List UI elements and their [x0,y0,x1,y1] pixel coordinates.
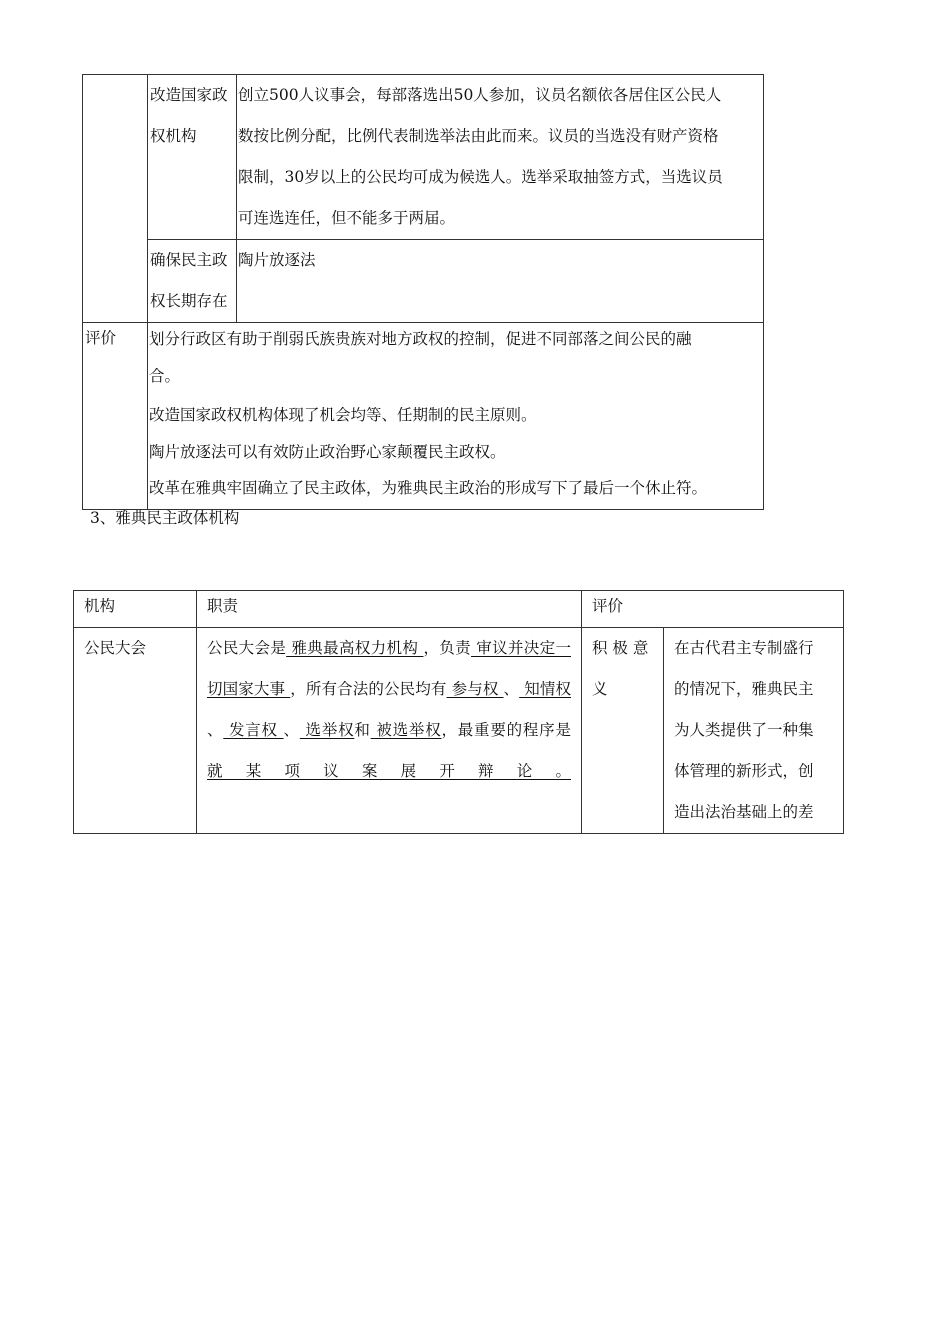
table-row [83,240,764,323]
row-label-line: 权机构 [150,127,197,145]
table-row [83,75,764,240]
row-content-cell [237,240,764,323]
table-row [83,323,764,510]
section-heading: 3、雅典民主政体机构 [90,509,240,527]
evaluation-line: 的情况下，雅典民主 [674,680,814,698]
content-line: 可连选连任，但不能多于两届。 [238,209,456,227]
blank-answer: 审议并决定一切国家大事 [207,639,571,698]
evaluation-line: 陶片放逐法可以有效防止政治野心家颠覆民主政权。 [149,442,506,461]
blank-answer: 就某项议案展开辩论。 [207,762,571,780]
evaluation-line: 体管理的新形式，创 [674,762,814,780]
duty-text: ，负责 [423,639,471,657]
content-line: 创立500人议事会，每部落选出50人参加，议员名额依各居住区公民人 [238,86,722,104]
duty-text: ，所有合法的公民均有 [290,680,447,698]
duty-text: 、 [283,721,300,739]
evaluation-label-cell [83,323,148,510]
content-line: 数按比例分配，比例代表制选举法由此而来。议员的当选没有财产资格 [238,127,719,145]
evaluation-line: 改造国家政权机构体现了机会均等、任期制的民主原则。 [149,406,537,424]
evaluation-line: 造出法治基础上的差 [674,803,814,821]
institution-name: 公民大会 [84,639,147,657]
evaluation-line: 划分行政区有助于削弱氏族贵族对地方政权的控制，促进不同部落之间公民的融 [149,330,692,348]
evaluation-label-cell [582,628,664,834]
evaluation-content-cell [664,628,844,834]
institution-cell [74,628,197,834]
blank-answer: 选举权 [299,721,355,739]
blank-answer: 被选举权 [370,721,442,739]
row-label-cell [148,75,237,240]
row-label-cell [148,240,237,323]
content-line: 陶片放逐法 [238,251,316,269]
blank-answer: 参与权 [446,680,504,698]
blank-answer: 知情权 [519,680,571,698]
evaluation-line: 为人类提供了一种集 [674,721,814,739]
duty-text: 、 [503,680,520,698]
empty-category-cell [83,75,148,323]
row-label-line: 确保民主政 [150,251,228,269]
duty-cell [197,628,582,834]
table-row [74,628,844,834]
duty-text: 公民大会是 [207,639,287,657]
evaluation-label-line: 义 [592,680,608,698]
row-label-line: 改造国家政 [150,86,228,104]
row-label-line: 权长期存在 [150,292,228,310]
evaluation-label: 评价 [85,329,117,347]
blank-answer: 雅典最高权力机构 [286,639,424,657]
column-header: 职责 [197,591,582,628]
duty-text: ，最重要的程序是 [441,721,571,739]
evaluation-line: 改革在雅典牢固确立了民主政体，为雅典民主政治的形成写下了最后一个休止符。 [149,479,708,497]
evaluation-content-cell [148,323,764,510]
evaluation-line: 在古代君主专制盛行 [674,639,814,657]
table-header-row [74,591,844,628]
column-header: 机构 [74,591,197,628]
evaluation-line: 合。 [149,367,181,385]
content-line: 限制，30岁以上的公民均可成为候选人。选举采取抽签方式，当选议员 [238,168,723,186]
evaluation-label-line: 积 极 意 [592,639,649,657]
duty-text: 、 [207,721,224,739]
row-content-cell [237,75,764,240]
blank-answer: 发言权 [223,721,284,739]
reform-table [82,74,764,510]
institution-table [73,590,844,834]
duty-text: 和 [354,721,371,739]
column-header: 评价 [582,591,844,628]
